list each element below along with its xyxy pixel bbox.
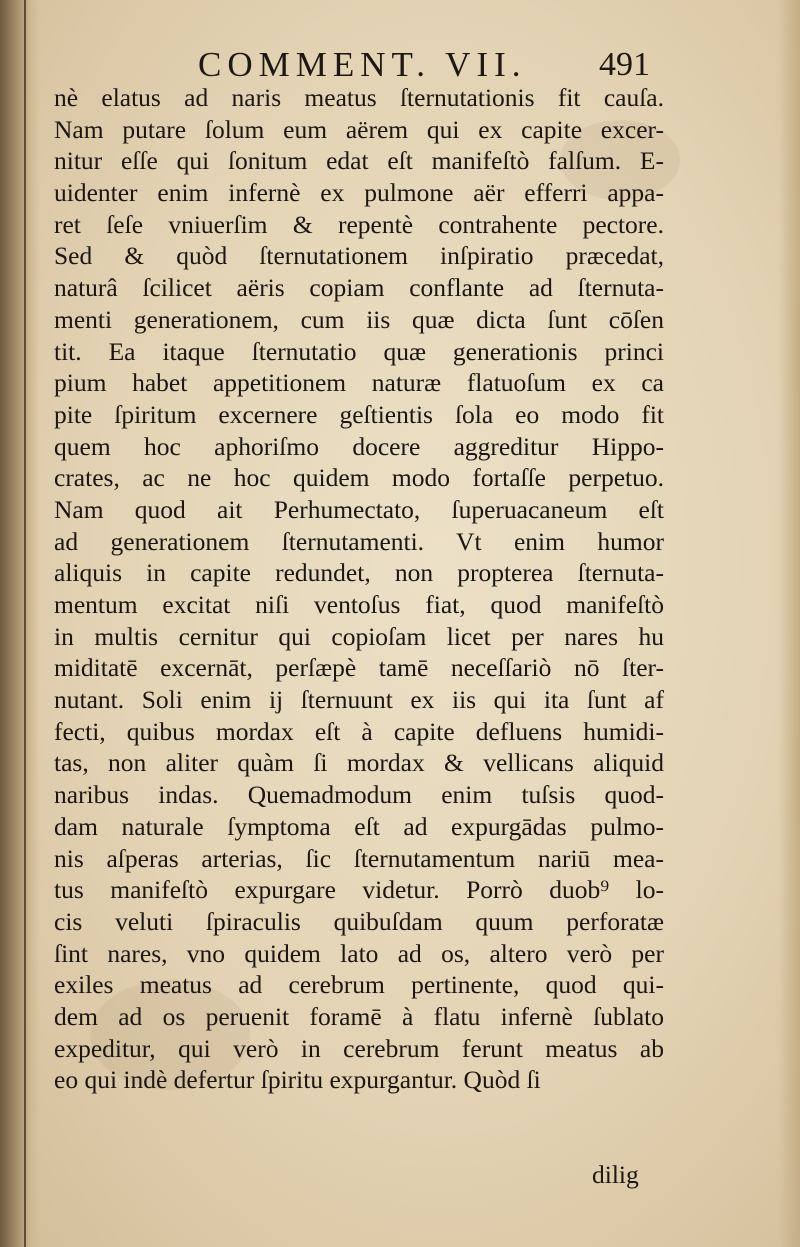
binding-edge [24,0,26,1247]
text-line: nutant. Soli enim ij ſternuunt ex iis qui ita ſunt af [54,685,664,715]
text-line: exiles meatus ad cerebrum pertinente, quod qui- [54,970,664,1000]
text-line: tus manifeſtò expurgare videtur. Porrò duob⁹ lo- [54,875,664,905]
page-number: 491 [599,46,650,83]
text-line: tas, non aliter quàm ſi mordax & vellicans aliquid [54,748,664,778]
text-line: cis veluti ſpiraculis quibuſdam quum perforatæ [54,906,664,936]
text-line: nè elatus ad naris meatus ſternutationis fit cauſa. [54,83,664,112]
text-line: mentum excitat niſi ventoſus fiat, quod manifeſtò [54,590,664,619]
text-line: pium habet appetitionem naturæ flatuoſum ex ca [54,368,664,398]
text-line: quem hoc aphoriſmo docere aggreditur Hippo- [54,431,664,461]
page-edge [778,0,800,1247]
text-line: crates, ac ne hoc quidem modo fortaſſe perpetuo. [54,463,664,493]
text-line: menti generationem, cum iis quæ dicta ſunt cōſen [54,304,664,334]
text-line: ad generationem ſternutamenti. Vt enim humor [54,526,664,556]
page-gutter [0,0,40,1247]
text-line: expeditur, qui verò in cerebrum ferunt meatus ab [54,1033,664,1063]
running-title: COMMENT. VII. [198,45,527,84]
text-line: tit. Ea itaque ſternutatio quæ generationis princi [54,336,664,366]
text-line: fecti, quibus mordax eſt à capite defluens humidi- [54,716,664,746]
text-line: Sed & quòd ſternutationem inſpiratio præcedat, [54,241,664,271]
text-line: naribus indas. Quemadmodum enim tuſsis quod- [54,780,664,810]
text-line: in multis cernitur qui copioſam licet per nares hu [54,621,664,651]
text-line: uidenter enim infernè ex pulmone aër efferri appa- [54,178,664,208]
text-line: Nam quod ait Perhumectato, ſuperuacaneum eſt [54,494,664,524]
text-line: nitur eſſe qui ſonitum edat eſt manifeſtò falſum. E- [54,146,664,176]
text-line: ret ſeſe vniuerſim & repentè contrahente pectore. [54,209,664,239]
text-line: miditatē excernāt, perſæpè tamē neceſſariò nō ſter- [54,653,664,683]
text-line: aliquis in capite redundet, non propterea ſternuta- [54,558,664,588]
catchword: dilig [592,1160,639,1189]
body-text [54,82,664,1096]
text-line: naturâ ſcilicet aëris copiam conflante ad ſternuta- [54,273,664,303]
text-line: Nam putare ſolum eum aërem qui ex capite excer- [54,114,664,144]
text-line: ſint nares, vno quidem lato ad os, altero verò per [54,938,664,968]
text-line: eo qui indè defertur ſpiritu expurgantur. Quòd ſi [54,1065,541,1095]
text-line: nis aſperas arterias, ſic ſternutamentum nariū mea- [54,843,664,873]
text-line: pite ſpiritum excernere geſtientis ſola eo modo fit [54,399,664,429]
text-line: dam naturale ſymptoma eſt ad expurgādas pulmo- [54,811,664,841]
text-line: dem ad os peruenit foramē à flatu infernè ſublato [54,1001,664,1031]
